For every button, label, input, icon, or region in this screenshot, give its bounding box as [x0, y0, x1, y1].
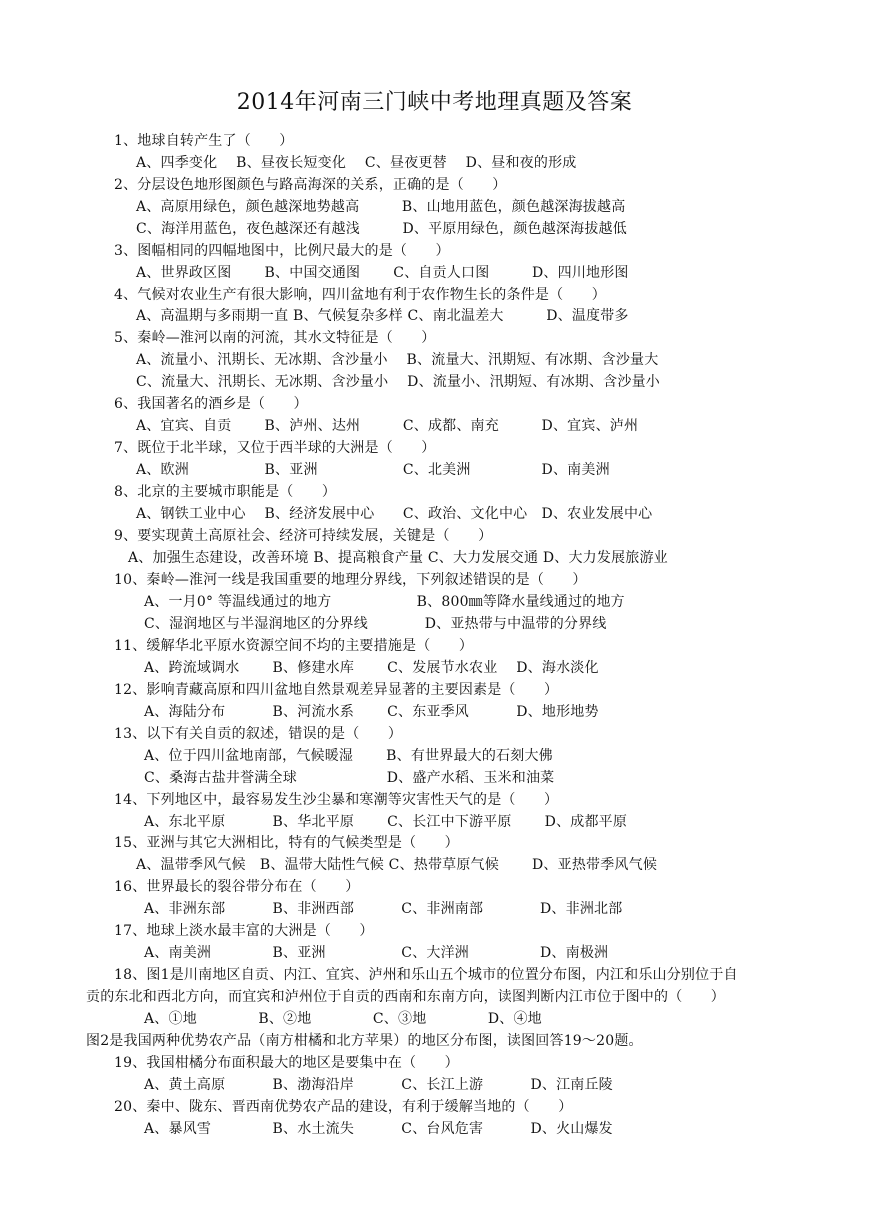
question-11: 11、缓解华北平原水资源空间不均的主要措施是（ ）: [114, 638, 474, 654]
options-5b: C、流量大、汛期长、无冰期、含沙量小 D、流量小、汛期短、有冰期、含沙量小: [136, 374, 660, 390]
question-18a: 18、图1是川南地区自贡、内江、宜宾、泸州和乐山五个城市的位置分布图，内江和乐山分别位于自: [114, 967, 738, 983]
options-13b: C、桑海古盐井誉满全球 D、盛产水稻、玉米和油菜: [144, 770, 555, 786]
question-18b: 贡的东北和西北方向，而宜宾和泸州位于自贡的西南和东南方向，读图判断内江市位于图中的（ ）: [86, 989, 725, 1005]
question-13: 13、以下有关自贡的叙述，错误的是（ ）: [114, 726, 403, 742]
options-6: A、宜宾、自贡 B、泸州、达州 C、成都、南充 D、宜宾、泸州: [136, 418, 639, 434]
question-15: 15、亚洲与其它大洲相比，特有的气候类型是（ ）: [114, 835, 459, 851]
question-17: 17、地球上淡水最丰富的大洲是（ ）: [114, 923, 374, 939]
options-16: A、非洲东部 B、非洲西部 C、非洲南部 D、非洲北部: [144, 901, 623, 917]
options-18: A、①地 B、②地 C、③地 D、④地: [144, 1011, 542, 1027]
figure-2-intro: 图2是我国两种优势农产品（南方柑橘和北方苹果）的地区分布图，读图回答19～20题。: [86, 1033, 643, 1049]
question-19: 19、我国柑橘分布面积最大的地区是要集中在（ ）: [114, 1055, 459, 1071]
options-10b: C、湿润地区与半湿润地区的分界线 D、亚热带与中温带的分界线: [144, 616, 607, 632]
options-8: A、钢铁工业中心 B、经济发展中心 C、政治、文化中心 D、农业发展中心: [136, 506, 653, 522]
question-14: 14、下列地区中，最容易发生沙尘暴和寒潮等灾害性天气的是（ ）: [114, 792, 559, 808]
options-5a: A、流量小、汛期长、无冰期、含沙量小 B、流量大、汛期短、有冰期、含沙量大: [136, 352, 659, 368]
question-5: 5、秦岭—淮河以南的河流，其水文特征是（ ）: [114, 330, 436, 346]
options-14: A、东北平原 B、华北平原 C、长江中下游平原 D、成都平原: [144, 814, 628, 830]
question-12: 12、影响青藏高原和四川盆地自然景观差异显著的主要因素是（ ）: [114, 682, 559, 698]
options-2a: A、高原用绿色，颜色越深地势越高 B、山地用蓝色，颜色越深海拔越高: [136, 199, 626, 215]
options-17: A、南美洲 B、亚洲 C、大洋洲 D、南极洲: [144, 945, 609, 961]
question-3: 3、图幅相同的四幅地图中，比例尺最大的是（ ）: [114, 243, 450, 259]
options-19: A、黄土高原 B、渤海沿岸 C、长江上游 D、江南丘陵: [144, 1077, 613, 1093]
options-7: A、欧洲 B、亚洲 C、北美洲 D、南美洲: [136, 462, 610, 478]
options-20: A、暴风雪 B、水土流失 C、台风危害 D、火山爆发: [144, 1121, 613, 1137]
options-2b: C、海洋用蓝色，夜色越深还有越浅 D、平原用绿色，颜色越深海拔越低: [136, 221, 627, 237]
options-12: A、海陆分布 B、河流水系 C、东亚季风 D、地形地势: [144, 704, 599, 720]
options-13a: A、位于四川盆地南部，气候暖湿 B、有世界最大的石刻大佛: [144, 748, 553, 764]
question-16: 16、世界最长的裂谷带分布在（ ）: [114, 879, 360, 895]
question-4: 4、气候对农业生产有很大影响，四川盆地有利于农作物生长的条件是（ ）: [114, 287, 606, 303]
options-11: A、跨流域调水 B、修建水库 C、发展节水农业 D、海水淡化: [144, 660, 599, 676]
question-9: 9、要实现黄土高原社会、经济可持续发展，关键是（ ）: [114, 528, 493, 544]
options-10a: A、一月0° 等温线通过的地方 B、800㎜等降水量线通过的地方: [144, 594, 625, 610]
page-title: 2014年河南三门峡中考地理真题及答案: [236, 90, 633, 115]
options-15: A、温带季风气候 B、温带大陆性气候 C、热带草原气候 D、亚热带季风气候: [136, 857, 658, 873]
question-2: 2、分层设色地形图颜色与路高海深的关系，正确的是（ ）: [114, 177, 507, 193]
question-6: 6、我国著名的酒乡是（ ）: [114, 396, 308, 412]
question-1: 1、地球自转产生了（ ）: [114, 133, 294, 149]
question-10: 10、秦岭—淮河一线是我国重要的地理分界线，下列叙述错误的是（ ）: [114, 572, 587, 588]
options-4: A、高温期与多雨期一直 B、气候复杂多样 C、南北温差大 D、温度带多: [136, 308, 629, 324]
options-9: A、加强生态建设，改善环境 B、提高粮食产量 C、大力发展交通 D、大力发展旅游业: [128, 550, 668, 566]
question-20: 20、秦中、陇东、晋西南优势农产品的建设，有利于缓解当地的（ ）: [114, 1099, 573, 1115]
question-7: 7、既位于北半球，又位于西半球的大洲是（ ）: [114, 440, 436, 456]
question-8: 8、北京的主要城市职能是（ ）: [114, 484, 337, 500]
options-3: A、世界政区图 B、中国交通图 C、自贡人口图 D、四川地形图: [136, 265, 629, 281]
options-1: A、四季变化 B、昼夜长短变化 C、昼夜更替 D、昼和夜的形成: [136, 155, 577, 171]
